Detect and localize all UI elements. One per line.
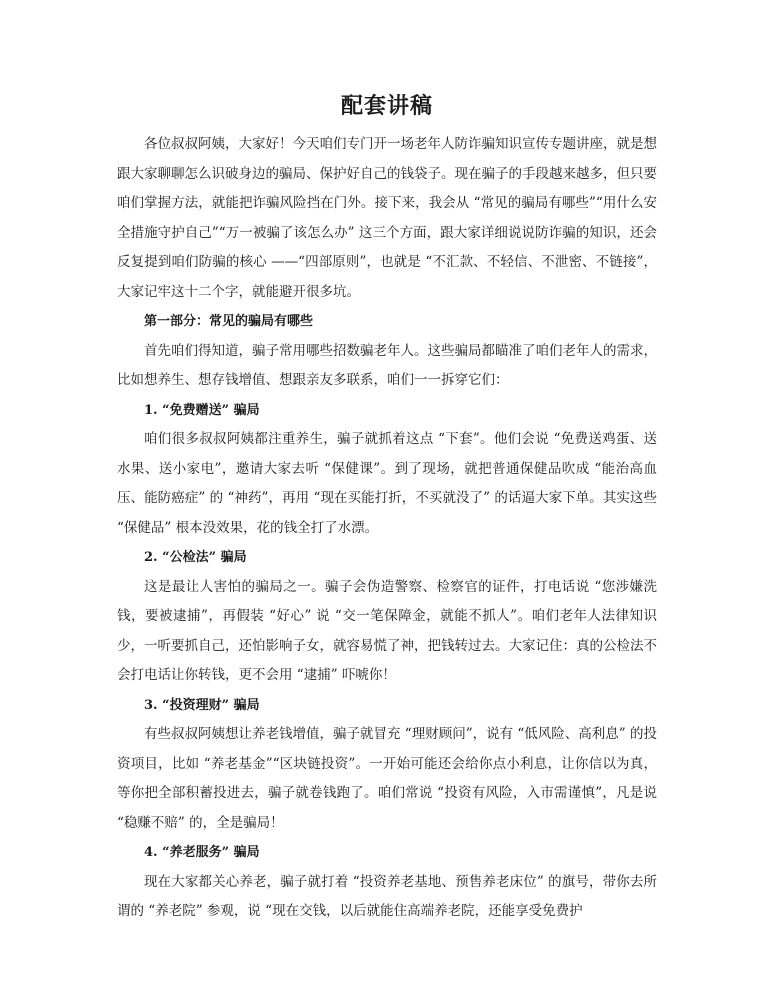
part1-intro-paragraph: 首先咱们得知道，骗子常用哪些招数骗老年人。这些骗局都瞄准了咱们老年人的需求，比如想养生、想存钱增值、想跟亲友多联系，咱们一一拆穿它们： <box>117 342 657 388</box>
section-4-paragraph: 现在大家都关心养老，骗子就打着 “投资养老基地、预售养老床位” 的旗号，带你去所谓的 “养老院” 参观，说 “现在交钱，以后就能住高端养老院，还能享受免费护 <box>117 873 657 919</box>
page-title: 配套讲稿 <box>340 93 433 119</box>
section-1-paragraph: 咱们很多叔叔阿姨都注重养生，骗子就抓着这点 “下套”。他们会说 “免费送鸡蛋、送水果、送小家电”，邀请大家去听 “保健课”。到了现场，就把普通保健品吹成 “能治高血压、能防癌症” 的 “神药”，再用 “现在买能打折，不买就没了” 的话逼大家下单。其实这些 “保健品” 根本没效果，花的钱全打了水漂。 <box>117 431 657 536</box>
section-4-heading: 4. “养老服务” 骗局 <box>144 845 260 860</box>
intro-paragraph: 各位叔叔阿姨，大家好！今天咱们专门开一场老年人防诈骗知识宣传专题讲座，就是想跟大家聊聊怎么识破身边的骗局、保护好自己的钱袋子。现在骗子的手段越来越多，但只要咱们掌握方法，就能把诈骗风险挡在门外。接下来，我会从 “常见的骗局有哪些”“用什么安全措施守护自己”“万一被骗了该怎么办” 这三个方面，跟大家详细说说防诈骗的知识，还会反复提到咱们防骗的核心 ——“四部原则”，也就是 “不汇款、不轻信、不泄密、不链接”，大家记牢这十二个字，就能避开很多坑。 <box>117 136 657 300</box>
part1-heading: 第一部分：常见的骗局有哪些 <box>144 314 314 329</box>
section-3-paragraph: 有些叔叔阿姨想让养老钱增值，骗子就冒充 “理财顾问”，说有 “低风险、高利息” 的投资项目，比如 “养老基金”“区块链投资”。一开始可能还会给你点小利息，让你信以为真，等你把全部积蓄投进去，骗子就卷钱跑了。咱们常说 “投资有风险，入市需谨慎”，凡是说 “稳赚不赔” 的，全是骗局！ <box>117 726 657 831</box>
document-page <box>117 92 657 927</box>
section-2-paragraph: 这是最让人害怕的骗局之一。骗子会伪造警察、检察官的证件，打电话说 “您涉嫌洗钱，要被逮捕”，再假装 “好心” 说 “交一笔保障金，就能不抓人”。咱们老年人法律知识少，一听要抓自己，还怕影响子女，就容易慌了神，把钱转过去。大家记住：真的公检法不会打电话让你转钱，更不会用 “逮捕” 吓唬你！ <box>117 578 657 683</box>
section-1-heading: 1. “免费赠送” 骗局 <box>144 402 260 418</box>
section-2-heading: 2. “公检法” 骗局 <box>144 550 247 565</box>
section-3-heading: 3. “投资理财” 骗局 <box>144 697 260 713</box>
